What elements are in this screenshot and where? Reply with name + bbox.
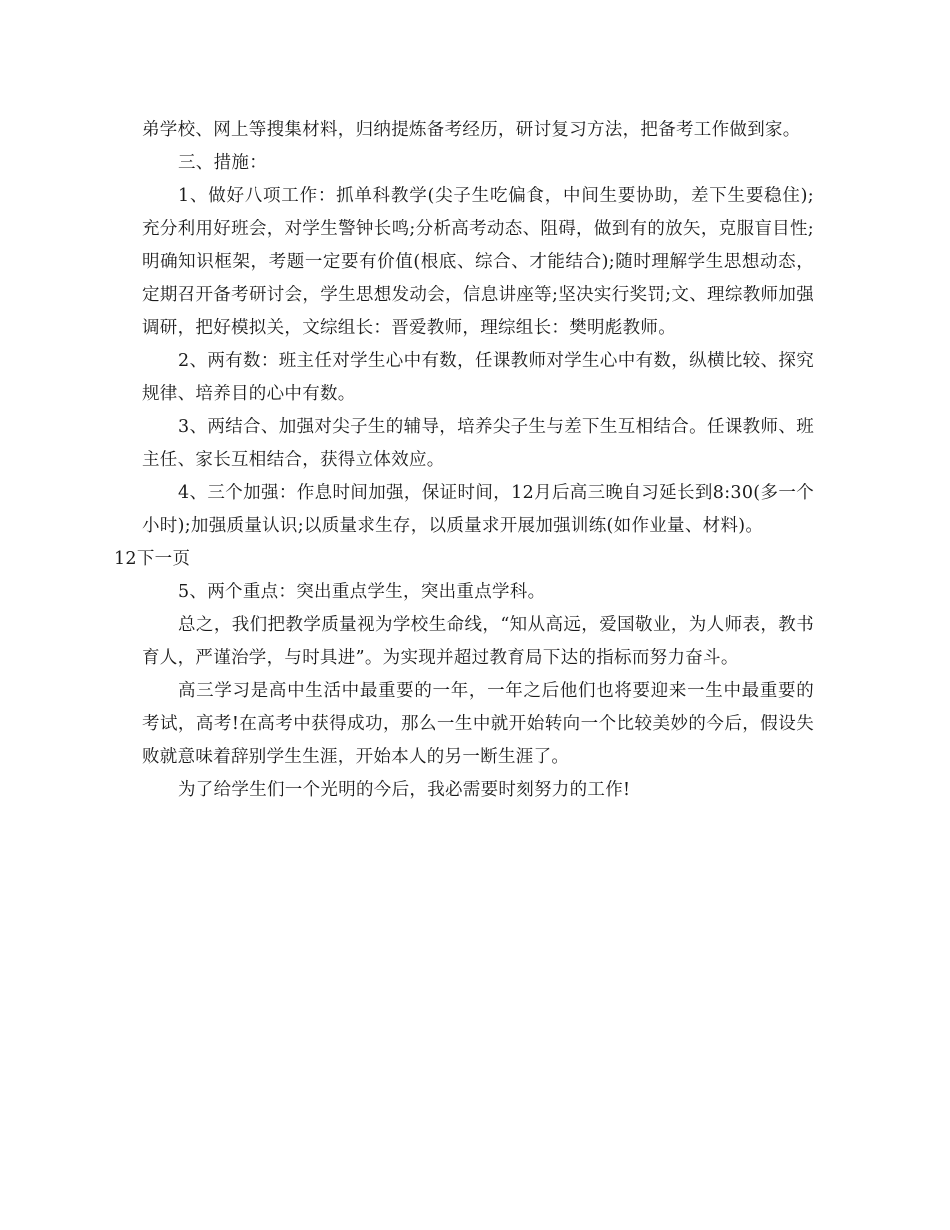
paragraph: 3、两结合、加强对尖子生的辅导，培养尖子生与差下生互相结合。任课教师、班主任、家长互相结合，获得立体效应。: [142, 417, 814, 470]
paragraph: 高三学习是高中生活中最重要的一年，一年之后他们也将要迎来一生中最重要的考试，高考!在高考中获得成功，那么一生中就开始转向一个比较美妙的今后，假设失败就意味着辞别学生生涯，开始本人的另一断生涯了。: [142, 681, 814, 767]
paragraph: 4、三个加强：作息时间加强，保证时间，12月后高三晚自习延长到8:30(多一个小时);加强质量认识;以质量求生存，以质量求开展加强训练(如作业量、材料)。: [142, 483, 814, 536]
paragraph: 5、两个重点：突出重点学生，突出重点学科。: [178, 582, 546, 602]
document-body: [114, 114, 814, 807]
paragraph: 2、两有数：班主任对学生心中有数，任课教师对学生心中有数，纵横比较、探究规律、培养目的心中有数。: [142, 351, 814, 404]
section-heading: 三、措施：: [178, 153, 267, 173]
page-navigation-link[interactable]: 12下一页: [114, 549, 191, 569]
paragraph: 弟学校、网上等搜集材料，归纳提炼备考经历，研讨复习方法，把备考工作做到家。: [142, 120, 801, 140]
paragraph: 1、做好八项工作：抓单科教学(尖子生吃偏食，中间生要协助，差下生要稳住);充分利用好班会，对学生警钟长鸣;分析高考动态、阻碍，做到有的放矢，克服盲目性;明确知识框架，考题一定要有价值(根底、综合、才能结合);随时理解学生思想动态，定期召开备考研讨会，学生思想发动会，信息讲座等;坚决实行奖罚;文、理综教师加强调研，把好模拟关，文综组长：晋爱教师，理综组长：樊明彪教师。: [142, 186, 814, 338]
paragraph: 为了给学生们一个光明的今后，我必需要时刻努力的工作!: [178, 780, 631, 800]
paragraph: 总之，我们把教学质量视为学校生命线，“知从高远，爱国敬业，为人师表，教书育人，严谨治学，与时具进”。为实现并超过教育局下达的指标而努力奋斗。: [142, 615, 814, 668]
